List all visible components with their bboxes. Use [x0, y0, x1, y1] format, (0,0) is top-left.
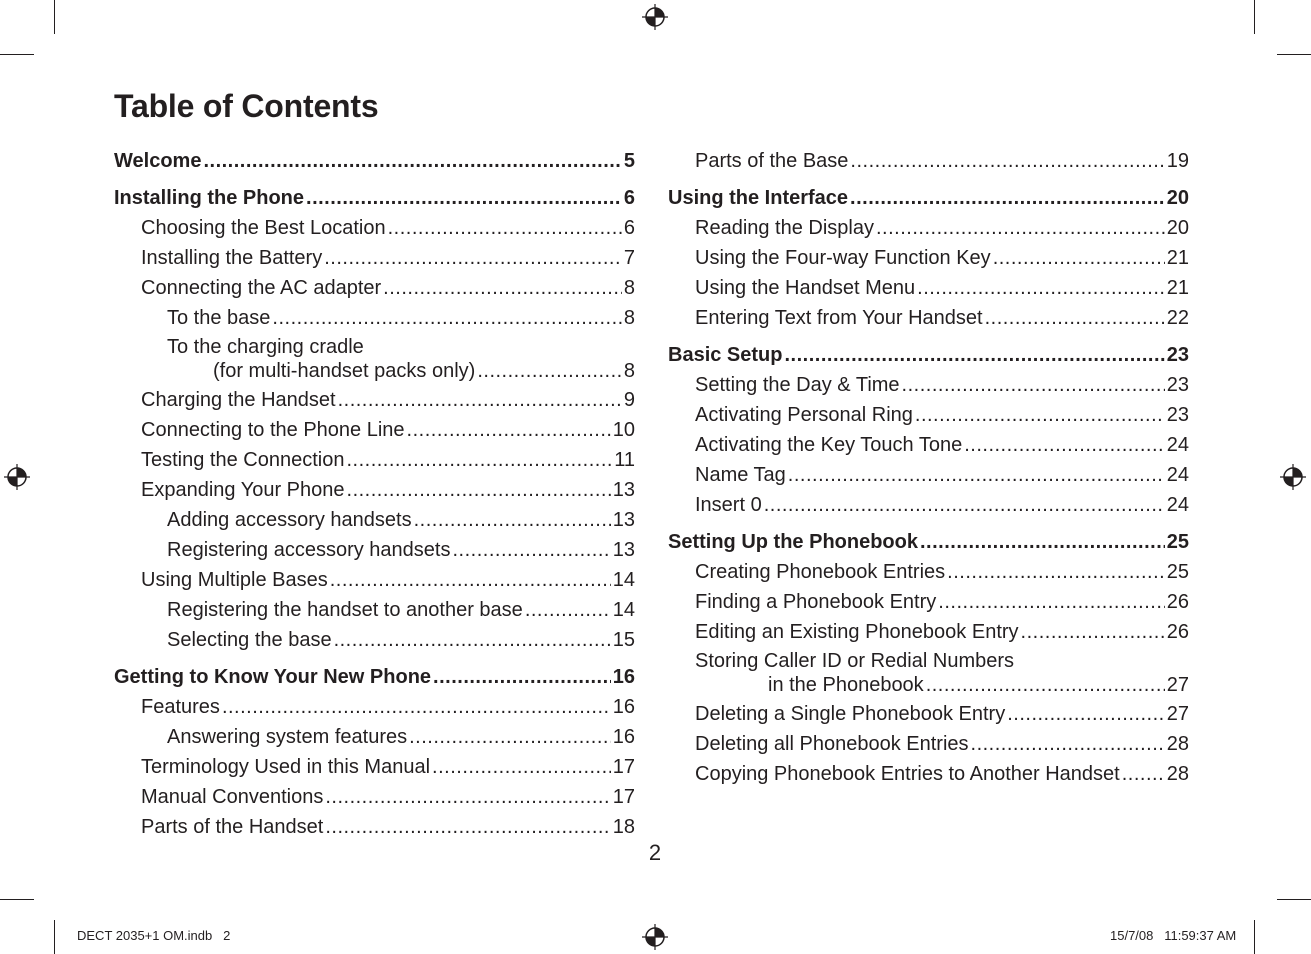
- toc-entry: [668, 146, 1189, 176]
- toc-entry: [114, 692, 635, 722]
- crop-mark: [1277, 899, 1311, 900]
- toc-entry: [668, 617, 1189, 647]
- toc-entry: [114, 595, 635, 625]
- toc-entry-title: Basic Setup: [668, 344, 783, 366]
- toc-entry-title: Using the Handset Menu: [695, 277, 916, 299]
- toc-entry-title: Expanding Your Phone: [141, 479, 345, 501]
- toc-entry-page: 13: [612, 479, 635, 501]
- toc-column-right: [668, 146, 1189, 789]
- toc-entry-title: Manual Conventions: [141, 786, 324, 808]
- dot-leader: [325, 782, 610, 812]
- dot-leader: [985, 303, 1165, 333]
- registration-mark-icon: [4, 464, 30, 490]
- toc-entry-page: 28: [1166, 763, 1189, 785]
- toc-entry-page: 24: [1166, 494, 1189, 516]
- toc-entry-title: Connecting to the Phone Line: [141, 419, 405, 441]
- toc-entry-page: 27: [1166, 674, 1189, 696]
- dot-leader: [338, 385, 622, 415]
- toc-entry-page: 6: [623, 187, 635, 209]
- toc-entry: [114, 722, 635, 752]
- toc-entry: [668, 587, 1189, 617]
- dot-leader: [324, 243, 622, 273]
- registration-mark-icon: [642, 4, 668, 30]
- dot-leader: [347, 475, 611, 505]
- toc-entry: [114, 812, 635, 842]
- page-number: 2: [648, 840, 662, 865]
- dot-leader: [325, 812, 610, 842]
- dot-leader: [876, 213, 1165, 243]
- dot-leader: [850, 183, 1165, 213]
- toc-entry: [668, 557, 1189, 587]
- toc-entry-title: Connecting the AC adapter: [141, 277, 382, 299]
- toc-entry-title: Name Tag: [695, 464, 786, 486]
- crop-mark: [0, 54, 34, 55]
- toc-entry: [668, 400, 1189, 430]
- toc-entry-page: 23: [1166, 344, 1189, 366]
- toc-entry: [668, 303, 1189, 333]
- toc-entry: [114, 303, 635, 333]
- dot-leader: [1021, 617, 1165, 647]
- toc-entry-title: Editing an Existing Phonebook Entry: [695, 621, 1019, 643]
- toc-entry-title: To the base: [167, 307, 271, 329]
- crop-mark: [1254, 0, 1255, 34]
- dot-leader: [272, 303, 621, 333]
- toc-entry-title: Insert 0: [695, 494, 762, 516]
- dot-leader: [346, 445, 612, 475]
- toc-entry-page: 5: [623, 150, 635, 172]
- toc-entry-page: 20: [1166, 187, 1189, 209]
- dot-leader: [306, 183, 622, 213]
- crop-mark: [0, 899, 34, 900]
- toc-entry-title: To the charging cradle: [167, 336, 364, 358]
- dot-leader: [947, 557, 1165, 587]
- toc-entry: [114, 565, 635, 595]
- toc-entry: [114, 505, 635, 535]
- toc-entry-page: 17: [612, 756, 635, 778]
- dot-leader: [784, 340, 1164, 370]
- toc-entry-title: Answering system features: [167, 726, 408, 748]
- toc-entry: [114, 385, 635, 415]
- toc-entry-page: 17: [612, 786, 635, 808]
- dot-leader: [926, 673, 1165, 697]
- dot-leader: [222, 692, 611, 722]
- dot-leader: [409, 722, 611, 752]
- toc-entry-title: Getting to Know Your New Phone: [114, 666, 432, 688]
- toc-entry: [114, 625, 635, 655]
- toc-entry-title: Choosing the Best Location: [141, 217, 386, 239]
- toc-entry-title: Storing Caller ID or Redial Numbers: [695, 650, 1015, 672]
- toc-entry-page: 9: [623, 389, 635, 411]
- toc-entry-title: Terminology Used in this Manual: [141, 756, 431, 778]
- dot-leader: [432, 752, 611, 782]
- toc-entry-page: 11: [614, 449, 635, 471]
- toc-entry-page: 14: [612, 569, 635, 591]
- toc-entry-page: 16: [612, 666, 635, 688]
- toc-entry-title: Deleting all Phonebook Entries: [695, 733, 969, 755]
- toc-entry-page: 18: [612, 816, 635, 838]
- dot-leader: [330, 565, 611, 595]
- toc-entry-page: 8: [623, 307, 635, 329]
- registration-mark-icon: [642, 924, 668, 950]
- dot-leader: [788, 460, 1165, 490]
- toc-entry-page: 22: [1166, 307, 1189, 329]
- toc-entry-page: 21: [1166, 277, 1189, 299]
- dot-leader: [902, 370, 1165, 400]
- toc-entry-page: 14: [612, 599, 635, 621]
- toc-section-entry: [114, 146, 635, 176]
- toc-entry: [668, 460, 1189, 490]
- page-title: Table of Contents: [114, 88, 379, 124]
- toc-entry-title: Registering accessory handsets: [167, 539, 451, 561]
- dot-leader: [1122, 759, 1165, 789]
- toc-entry-title: Creating Phonebook Entries: [695, 561, 946, 583]
- toc-entry-title: Deleting a Single Phonebook Entry: [695, 703, 1006, 725]
- toc-entry: [668, 243, 1189, 273]
- dot-leader: [764, 490, 1165, 520]
- toc-entry-page: 26: [1166, 591, 1189, 613]
- toc-entry-page: 25: [1166, 531, 1189, 553]
- registration-mark-icon: [1280, 464, 1306, 490]
- toc-entry: [114, 782, 635, 812]
- dot-leader: [917, 273, 1165, 303]
- toc-entry: [668, 699, 1189, 729]
- toc-entry-page: 24: [1166, 434, 1189, 456]
- toc-entry-title: Finding a Phonebook Entry: [695, 591, 937, 613]
- toc-entry-title: Reading the Display: [695, 217, 874, 239]
- toc-entry-title: Features: [141, 696, 220, 718]
- toc-entry-title: Testing the Connection: [141, 449, 345, 471]
- toc-entry-page: 19: [1166, 150, 1189, 172]
- toc-entry: [668, 490, 1189, 520]
- toc-entry-page: 10: [612, 419, 635, 441]
- toc-entry-title: Using the Four-way Function Key: [695, 247, 991, 269]
- dot-leader: [964, 430, 1165, 460]
- dot-leader: [388, 213, 622, 243]
- toc-entry: [114, 273, 635, 303]
- toc-entry: [114, 243, 635, 273]
- toc-entry-page: 13: [612, 509, 635, 531]
- toc-entry-page: 8: [623, 277, 635, 299]
- dot-leader: [334, 625, 611, 655]
- toc-entry-page: 23: [1166, 404, 1189, 426]
- toc-entry-page: 23: [1166, 374, 1189, 396]
- toc-entry-title: Entering Text from Your Handset: [695, 307, 983, 329]
- toc-entry-page: 25: [1166, 561, 1189, 583]
- toc-entry-title: Setting Up the Phonebook: [668, 531, 918, 553]
- toc-entry: [114, 535, 635, 565]
- crop-mark: [1277, 54, 1311, 55]
- toc-entry-page: 21: [1166, 247, 1189, 269]
- crop-mark: [54, 920, 55, 954]
- toc-entry: [668, 273, 1189, 303]
- toc-entry-page: 7: [623, 247, 635, 269]
- toc-entry-title: Activating the Key Touch Tone: [695, 434, 963, 456]
- toc-entry: [668, 647, 1189, 699]
- toc-entry-title: Installing the Phone: [114, 187, 305, 209]
- toc-entry-title: Activating Personal Ring: [695, 404, 913, 426]
- toc-entry-title: Welcome: [114, 150, 202, 172]
- toc-entry-title: Setting the Day & Time: [695, 374, 900, 396]
- toc-entry: [114, 752, 635, 782]
- toc-entry-title: Parts of the Handset: [141, 816, 324, 838]
- toc-entry-page: 26: [1166, 621, 1189, 643]
- toc-section-entry: [668, 527, 1189, 557]
- dot-leader: [938, 587, 1164, 617]
- crop-mark: [1254, 920, 1255, 954]
- toc-entry: [114, 445, 635, 475]
- toc-entry: [668, 759, 1189, 789]
- toc-entry-page: 15: [612, 629, 635, 651]
- toc-entry-page: 20: [1166, 217, 1189, 239]
- toc-entry: [668, 370, 1189, 400]
- toc-section-entry: [668, 340, 1189, 370]
- toc-entry-page: 16: [612, 726, 635, 748]
- toc-entry-page: 6: [623, 217, 635, 239]
- toc-entry-page: 27: [1166, 703, 1189, 725]
- footer-file-info: DECT 2035+1 OM.indb 2: [77, 928, 231, 943]
- dot-leader: [1007, 699, 1165, 729]
- dot-leader: [452, 535, 610, 565]
- dot-leader: [383, 273, 622, 303]
- toc-entry-title: Charging the Handset: [141, 389, 336, 411]
- toc-entry-title-continued: (for multi-handset packs only): [213, 360, 476, 382]
- toc-entry: [114, 213, 635, 243]
- toc-entry-page: 24: [1166, 464, 1189, 486]
- crop-mark: [54, 0, 55, 34]
- toc-section-entry: [668, 183, 1189, 213]
- toc-entry-title: Adding accessory handsets: [167, 509, 412, 531]
- toc-column-left: [114, 146, 635, 842]
- toc-entry: [668, 430, 1189, 460]
- dot-leader: [920, 527, 1165, 557]
- toc-section-entry: [114, 183, 635, 213]
- toc-entry: [668, 729, 1189, 759]
- dot-leader: [993, 243, 1165, 273]
- toc-entry-page: 28: [1166, 733, 1189, 755]
- toc-entry: [114, 475, 635, 505]
- dot-leader: [414, 505, 611, 535]
- toc-section-entry: [114, 662, 635, 692]
- toc-entry-page: 16: [612, 696, 635, 718]
- dot-leader: [915, 400, 1165, 430]
- toc-entry: [114, 333, 635, 385]
- toc-entry-title: Registering the handset to another base: [167, 599, 523, 621]
- toc-entry-page: 13: [612, 539, 635, 561]
- toc-entry-title: Selecting the base: [167, 629, 332, 651]
- dot-leader: [407, 415, 611, 445]
- dot-leader: [850, 146, 1164, 176]
- toc-entry-title: Using Multiple Bases: [141, 569, 328, 591]
- dot-leader: [525, 595, 611, 625]
- dot-leader: [971, 729, 1165, 759]
- dot-leader: [433, 662, 611, 692]
- toc-entry-title: Using the Interface: [668, 187, 849, 209]
- toc-entry-title: Installing the Battery: [141, 247, 323, 269]
- toc-entry-title-continued: in the Phonebook: [768, 674, 924, 696]
- toc-entry-title: Parts of the Base: [695, 150, 849, 172]
- toc-entry-page: 8: [623, 360, 635, 382]
- footer-timestamp: 15/7/08 11:59:37 AM: [1110, 928, 1237, 943]
- dot-leader: [477, 359, 622, 383]
- dot-leader: [203, 146, 621, 176]
- toc-entry: [114, 415, 635, 445]
- toc-entry-title: Copying Phonebook Entries to Another Handset: [695, 763, 1120, 785]
- toc-entry: [668, 213, 1189, 243]
